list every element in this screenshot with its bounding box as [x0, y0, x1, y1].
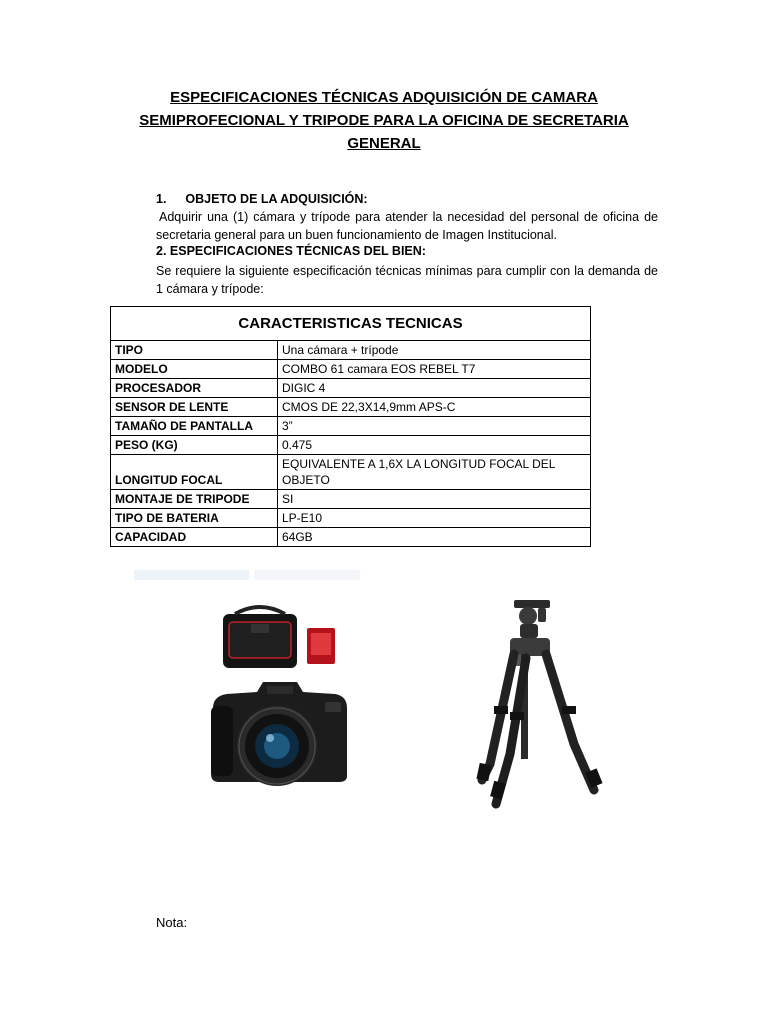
document-title	[120, 86, 648, 155]
table-row	[111, 509, 591, 528]
tripod-image	[466, 594, 606, 814]
faint-bar	[134, 570, 249, 580]
spec-value: EQUIVALENTE A 1,6X LA LONGITUD FOCAL DEL OBJETO	[278, 455, 591, 490]
table-row	[111, 436, 591, 455]
spec-key: SENSOR DE LENTE	[111, 398, 278, 417]
spec-value: DIGIC 4	[278, 379, 591, 398]
specs-table-header-row	[111, 307, 591, 341]
table-row	[111, 398, 591, 417]
spec-value: Una cámara + trípode	[278, 341, 591, 360]
section-1-text: Adquirir una (1) cámara y trípode para atender la necesidad del personal de oficina de secretaria general para un buen funcionamiento de Imagen Institucional.	[156, 210, 658, 242]
tripod-leg-right	[546, 654, 594, 790]
specs-table	[110, 306, 591, 547]
section-1-heading	[156, 191, 368, 208]
section-1-title: OBJETO DE LA ADQUISICIÓN:	[185, 192, 368, 206]
title-line-1: ESPECIFICACIONES TÉCNICAS ADQUISICIÓN DE CAMARA	[170, 89, 598, 106]
spec-value: SI	[278, 490, 591, 509]
spec-value: 64GB	[278, 528, 591, 547]
section-2-text: Se requiere la siguiente especificación técnicas mínimas para cumplir con la demanda de 1 cámara y trípode:	[156, 264, 658, 296]
spec-key: CAPACIDAD	[111, 528, 278, 547]
spec-key: PESO (KG)	[111, 436, 278, 455]
table-row	[111, 379, 591, 398]
spec-key: TIPO DE BATERIA	[111, 509, 278, 528]
spec-key: LONGITUD FOCAL	[111, 455, 278, 490]
title-line-3: GENERAL	[347, 135, 421, 152]
spec-key: MONTAJE DE TRIPODE	[111, 490, 278, 509]
section-2-heading: 2. ESPECIFICACIONES TÉCNICAS DEL BIEN:	[156, 244, 426, 258]
spec-key: TAMAÑO DE PANTALLA	[111, 417, 278, 436]
spec-value: COMBO 61 camara EOS REBEL T7	[278, 360, 591, 379]
spec-key: MODELO	[111, 360, 278, 379]
tripod-plate	[514, 600, 550, 608]
table-row	[111, 341, 591, 360]
table-row	[111, 455, 591, 490]
spec-value: LP-E10	[278, 509, 591, 528]
table-row	[111, 528, 591, 547]
faint-bar	[254, 570, 360, 580]
specs-table-header: CARACTERISTICAS TECNICAS	[111, 307, 591, 341]
spec-value: CMOS DE 22,3X14,9mm APS-C	[278, 398, 591, 417]
table-row	[111, 360, 591, 379]
table-row	[111, 490, 591, 509]
spec-key: PROCESADOR	[111, 379, 278, 398]
table-row	[111, 417, 591, 436]
spec-value: 3”	[278, 417, 591, 436]
section-1-number: 1.	[156, 192, 167, 206]
nota-label: Nota:	[156, 915, 188, 930]
spec-key: TIPO	[111, 341, 278, 360]
spec-value: 0.475	[278, 436, 591, 455]
title-line-2: SEMIPROFECIONAL Y TRIPODE PARA LA OFICINA DE SECRETARIA	[139, 112, 629, 129]
camera-kit-image	[205, 598, 355, 788]
